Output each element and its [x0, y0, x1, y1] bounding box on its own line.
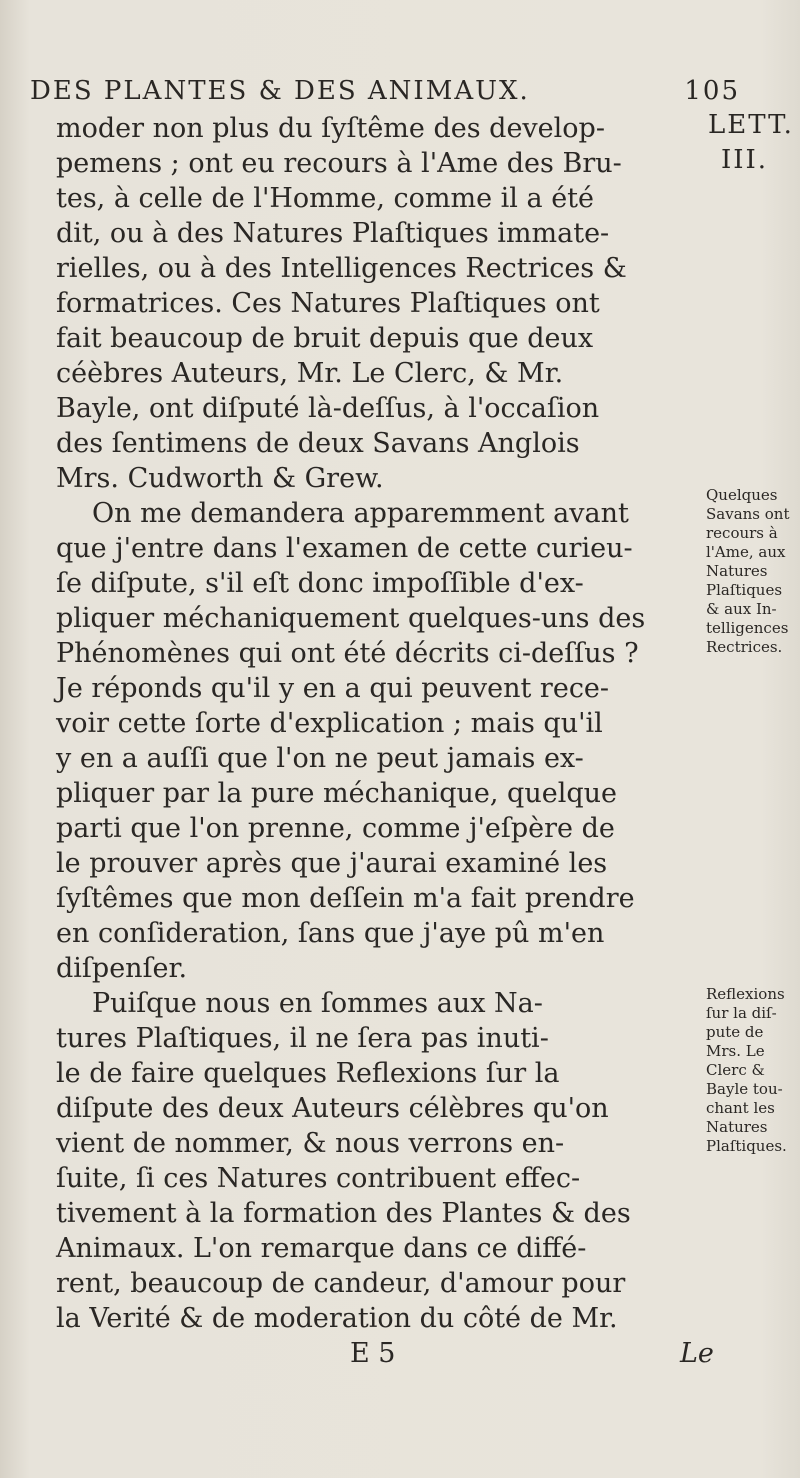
body-line: Mrs. Cudworth & Grew.: [56, 463, 384, 494]
body-line: le prouver après que j'aurai examiné les: [56, 848, 608, 879]
body-line: voir cette ſorte d'explication ; mais qu'il: [56, 708, 603, 739]
body-line: rent, beaucoup de candeur, d'amour pour: [56, 1268, 626, 1299]
body-line: des ſentimens de deux Savans Anglois: [56, 428, 580, 459]
body-line: Puiſque nous en ſommes aux Na-: [92, 988, 543, 1019]
body-line: céèbres Auteurs, Mr. Le Clerc, & Mr.: [56, 358, 564, 389]
body-line: Phénomènes qui ont été décrits ci-deſſus ?: [56, 638, 639, 669]
body-line: le de faire quelques Reflexions ſur la: [56, 1058, 560, 1089]
side-note-line: & aux In-: [706, 600, 777, 618]
body-line: tivement à la formation des Plantes & des: [56, 1198, 631, 1229]
body-line: Je réponds qu'il y en a qui peuvent rece-: [56, 673, 610, 704]
side-note-line: Bayle tou-: [706, 1080, 783, 1098]
side-note-line: Reflexions: [706, 985, 785, 1003]
body-line: parti que l'on prenne, comme j'eſpère de: [56, 813, 615, 844]
body-line: ſuite, ſi ces Natures contribuent effec-: [56, 1163, 581, 1194]
body-line: On me demandera apparemment avant: [92, 498, 629, 529]
body-line: la Verité & de moderation du côté de Mr.: [56, 1303, 618, 1334]
margin-letter-label: LETT.: [708, 110, 794, 140]
body-line: pemens ; ont eu recours à l'Ame des Bru-: [56, 148, 622, 179]
body-line: tes, à celle de l'Homme, comme il a été: [56, 183, 594, 214]
side-note-line: Plaſtiques: [706, 581, 783, 599]
body-line: Bayle, ont diſputé là-deſſus, à l'occaſion: [56, 393, 600, 424]
body-line: ſe diſpute, s'il eſt donc impoſſible d'ex-: [56, 568, 584, 599]
side-note-line: pute de: [706, 1023, 764, 1041]
body-line: fait beaucoup de bruit depuis que deux: [56, 323, 594, 354]
side-note-line: Clerc &: [706, 1061, 765, 1079]
body-line: ſyſtêmes que mon deſſein m'a fait prendre: [56, 883, 635, 914]
side-note-line: Quelques: [706, 486, 778, 504]
page-number: 105: [684, 76, 740, 106]
body-line: en conſideration, ſans que j'aye pû m'en: [56, 918, 605, 949]
running-title: DES PLANTES & DES ANIMAUX.: [30, 76, 530, 106]
side-note-line: chant les: [706, 1099, 775, 1117]
body-line: y en a auſſi que l'on ne peut jamais ex-: [56, 743, 584, 774]
body-line: pliquer méchaniquement quelques-uns des: [56, 603, 646, 634]
side-note-line: Rectrices.: [706, 638, 783, 656]
side-note-line: Savans ont: [706, 505, 790, 523]
side-note-line: Plaſtiques.: [706, 1137, 787, 1155]
body-line: vient de nommer, & nous verrons en-: [56, 1128, 565, 1159]
side-note-line: Natures: [706, 562, 768, 580]
body-line: pliquer par la pure méchanique, quelque: [56, 778, 617, 809]
body-line: tures Plaſtiques, il ne ſera pas inuti-: [56, 1023, 549, 1054]
side-note-line: telligences: [706, 619, 789, 637]
body-line: dit, ou à des Natures Plaſtiques immate-: [56, 218, 610, 249]
body-line: Animaux. L'on remarque dans ce diffé-: [56, 1233, 587, 1264]
signature-mark: E 5: [350, 1338, 396, 1369]
margin-letter-number: III.: [721, 145, 769, 175]
body-line: formatrices. Ces Natures Plaſtiques ont: [56, 288, 600, 319]
body-line: diſpute des deux Auteurs célèbres qu'on: [56, 1093, 609, 1124]
body-line: que j'entre dans l'examen de cette curieu-: [56, 533, 633, 564]
side-note-line: ſur la diſ-: [706, 1004, 777, 1022]
side-note-line: Natures: [706, 1118, 768, 1136]
body-line: diſpenſer.: [56, 953, 188, 984]
side-note-line: l'Ame, aux: [706, 543, 786, 561]
body-line: moder non plus du ſyſtême des develop-: [56, 113, 605, 144]
body-line: rielles, ou à des Intelligences Rectrices &: [56, 253, 627, 284]
side-note-line: recours à: [706, 524, 778, 542]
catchword: Le: [680, 1338, 714, 1369]
side-note-line: Mrs. Le: [706, 1042, 765, 1060]
